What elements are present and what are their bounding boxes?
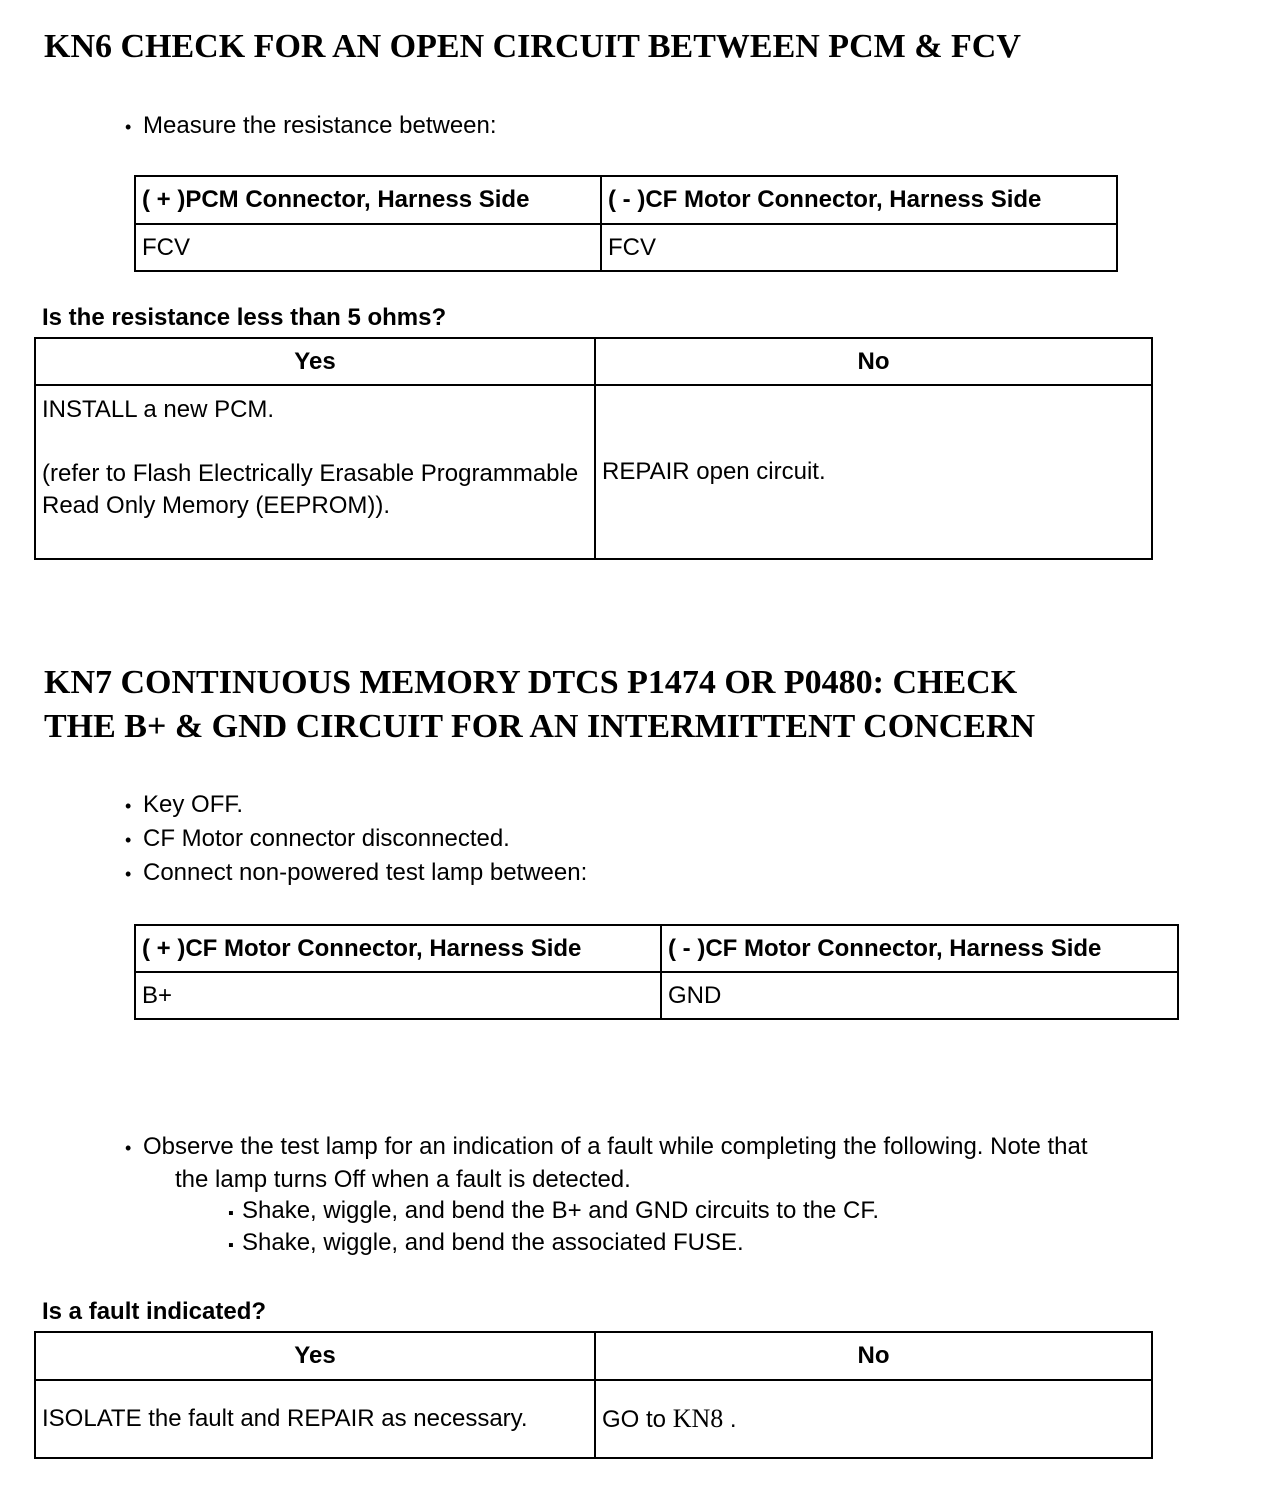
table-header: ( - )CF Motor Connector, Harness Side xyxy=(661,925,1178,972)
table-cell: FCV xyxy=(135,224,601,271)
table-cell: FCV xyxy=(601,224,1117,271)
kn6-bullet: • Measure the resistance between: xyxy=(125,110,497,143)
sub-bullet: ▪ Shake, wiggle, and bend the B+ and GND circuits to the CF. xyxy=(228,1195,879,1230)
no-cell: REPAIR open circuit. xyxy=(595,385,1152,559)
kn6-title: KN6 CHECK FOR AN OPEN CIRCUIT BETWEEN PCM & FCV xyxy=(44,28,1021,65)
yes-reference[interactable]: (refer to Flash Electrically Erasable Programmable Read Only Memory (EEPROM)). xyxy=(42,460,579,519)
kn7-lamp-table xyxy=(134,924,1179,1020)
kn7-bullet: • Key OFF. xyxy=(125,789,243,822)
observe-bullet: • Observe the test lamp for an indication of a fault while completing the following. Note that xyxy=(125,1131,1088,1164)
kn6-answer-table xyxy=(34,337,1153,560)
table-cell: B+ xyxy=(135,972,661,1019)
yes-cell xyxy=(35,385,595,559)
no-suffix: . xyxy=(723,1405,737,1433)
observe-continuation: the lamp turns Off when a fault is detected. xyxy=(175,1166,631,1193)
table-header: ( - )CF Motor Connector, Harness Side xyxy=(601,176,1117,224)
kn7-title-line1: KN7 CONTINUOUS MEMORY DTCS P1474 OR P0480: CHECK xyxy=(44,664,1018,701)
no-cell xyxy=(595,1380,1152,1458)
no-header: No xyxy=(595,1332,1152,1380)
kn7-bullet: • Connect non-powered test lamp between: xyxy=(125,857,587,890)
table-header: ( + )PCM Connector, Harness Side xyxy=(135,176,601,224)
kn7-answer-table xyxy=(34,1331,1153,1459)
no-prefix: GO to xyxy=(602,1405,673,1433)
kn6-question: Is the resistance less than 5 ohms? xyxy=(42,304,447,331)
kn6-measure-table xyxy=(134,175,1118,272)
kn8-link[interactable]: KN8 xyxy=(672,1403,724,1433)
kn7-question: Is a fault indicated? xyxy=(42,1298,267,1325)
kn7-title-line2: THE B+ & GND CIRCUIT FOR AN INTERMITTENT CONCERN xyxy=(44,708,1036,745)
table-cell: GND xyxy=(661,972,1178,1019)
kn7-bullet: • CF Motor connector disconnected. xyxy=(125,823,510,856)
yes-cell: ISOLATE the fault and REPAIR as necessary. xyxy=(35,1380,595,1458)
sub-bullet: ▪ Shake, wiggle, and bend the associated FUSE. xyxy=(228,1227,744,1262)
yes-action: INSTALL a new PCM. xyxy=(42,396,275,423)
no-header: No xyxy=(595,338,1152,385)
yes-header: Yes xyxy=(35,1332,595,1380)
yes-header: Yes xyxy=(35,338,595,385)
table-header: ( + )CF Motor Connector, Harness Side xyxy=(135,925,661,972)
